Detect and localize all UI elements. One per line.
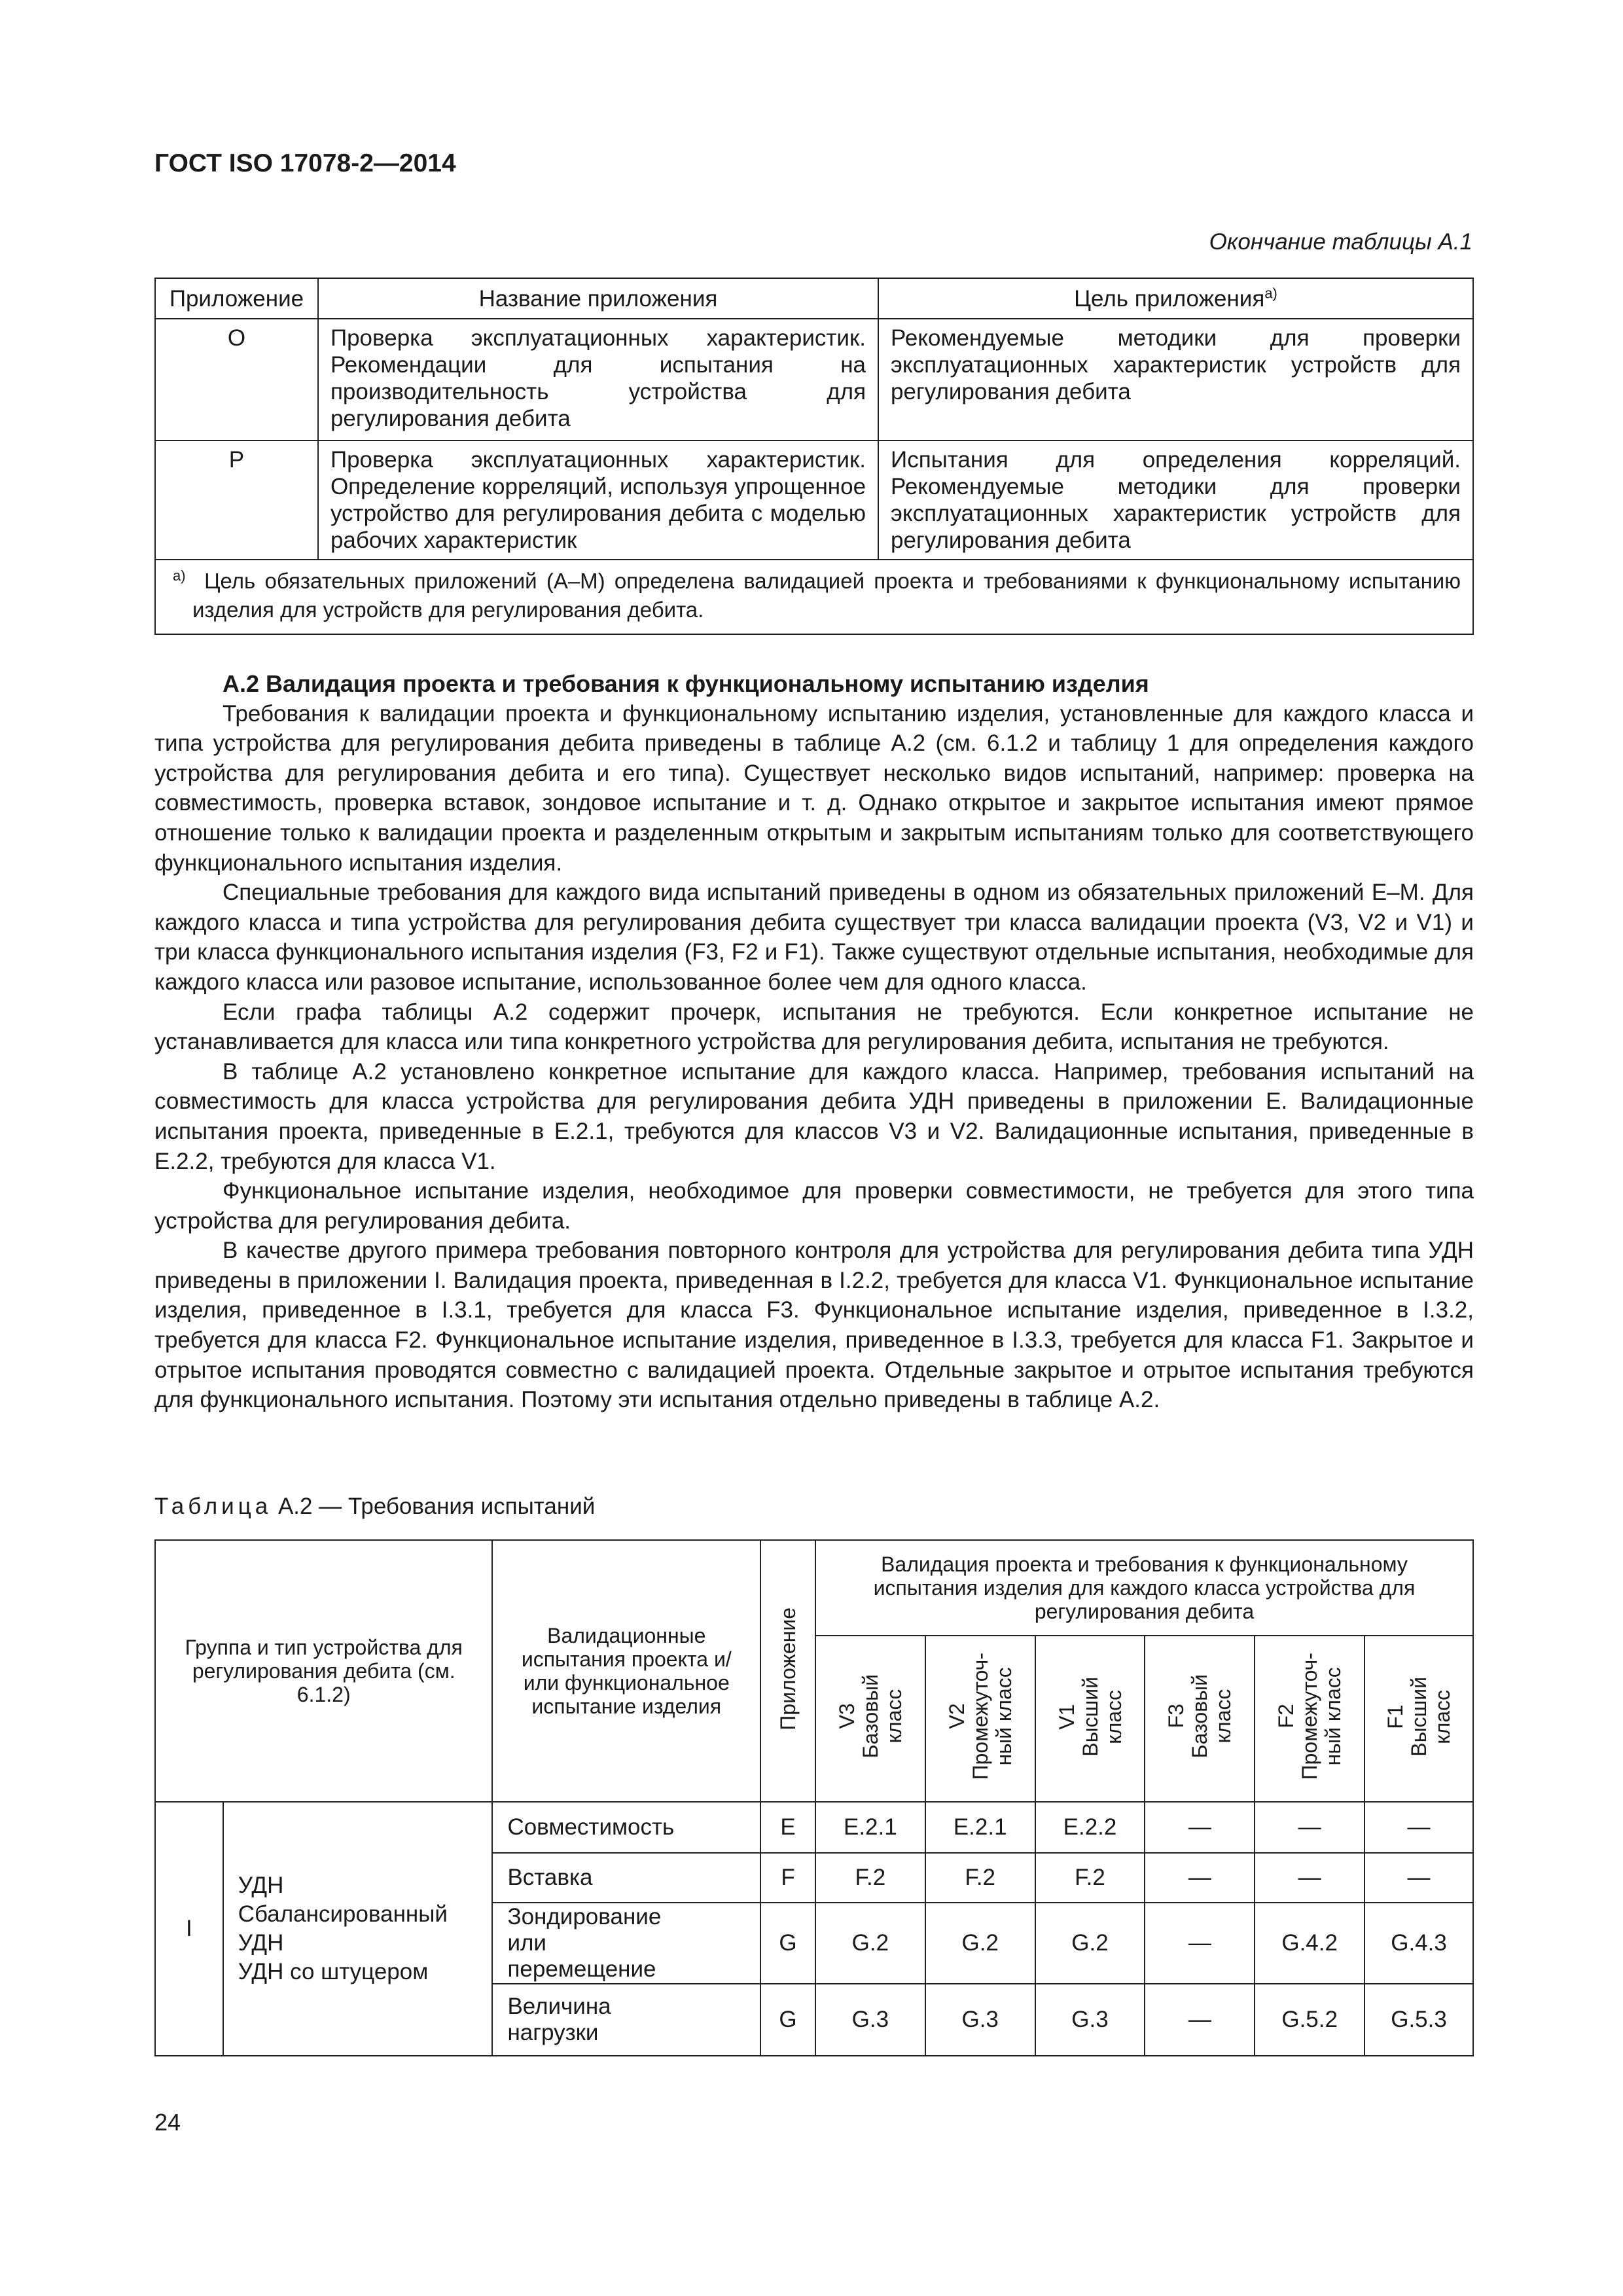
test-name: Совместимость bbox=[492, 1802, 760, 1853]
column-header-annex: Приложение bbox=[760, 1540, 815, 1802]
table-cell: E.2.2 bbox=[1035, 1802, 1145, 1853]
column-header-annex: Приложение bbox=[155, 278, 318, 319]
paragraph: В качестве другого примера требования повторного контроля для устройства для регулирования дебита типа УДН приведены в приложении I. Валидация проекта, приведенная в I.2.2, требуется для класса V1. Функциональное испытание изделия, приведенное в I.3.1, требуется для класса F3. Функциональное испытание изделия, приведенное в I.3.2, требуется для класса F2. Функциональное испытание изделия, приведенное в I.3.3, требуется для класса F1. Закрытое и отрытое испытания проводятся совместно с валидацией проекта. Отдельные закрытое и отрытое испытания требуются для функционального испытания. Поэтому эти испытания отдельно приведены в таблице А.2. bbox=[154, 1238, 1474, 1413]
table-cell: — bbox=[1145, 1802, 1255, 1853]
document-header: ГОСТ ISO 17078-2—2014 bbox=[154, 149, 456, 177]
annex-goal: Рекомендуемые методики для проверки эксплуатационных характеристик устройств для регулирования дебита bbox=[878, 319, 1473, 440]
test-name: Величина нагрузки bbox=[492, 1984, 760, 2056]
table-cell: G.5.2 bbox=[1255, 1984, 1364, 2056]
table-row bbox=[155, 1802, 1473, 1853]
table-cell: G.2 bbox=[1035, 1903, 1145, 1984]
table-cell: G.4.3 bbox=[1364, 1903, 1473, 1984]
annex-name: Проверка эксплуатационных характеристик. Рекомендации для испытания на производительность устройства для регулирования дебита bbox=[318, 319, 878, 440]
table-caption: Таблица А.2 — Требования испытаний bbox=[154, 1494, 596, 1519]
table-cell: G.4.2 bbox=[1255, 1903, 1364, 1984]
table-header-row bbox=[155, 1540, 1473, 1636]
table-cell: G.5.3 bbox=[1364, 1984, 1473, 2056]
table-cell: G.2 bbox=[815, 1903, 925, 1984]
class-header-v1: V1 Высший класс bbox=[1035, 1636, 1145, 1802]
table-cell: G.3 bbox=[925, 1984, 1035, 2056]
class-header-f3: F3 Базовый класс bbox=[1145, 1636, 1255, 1802]
annex-table bbox=[154, 278, 1474, 635]
column-header-goal: Цель приложения$^{a)}$ bbox=[878, 278, 1473, 319]
column-header-group: Группа и тип устройства для регулирования дебита (см. 6.1.2) bbox=[155, 1540, 492, 1802]
annex-code: E bbox=[760, 1802, 815, 1853]
table-row bbox=[155, 440, 1473, 560]
table-row bbox=[155, 319, 1473, 440]
section-body bbox=[154, 669, 1474, 1415]
test-name: Зондирование или перемещение bbox=[492, 1903, 760, 1984]
table-cell: F.2 bbox=[815, 1853, 925, 1903]
table-header-row bbox=[155, 278, 1473, 319]
table-cell: — bbox=[1145, 1853, 1255, 1903]
class-header-v3: V3 Базовый класс bbox=[815, 1636, 925, 1802]
annex-code: F bbox=[760, 1853, 815, 1903]
table-cell: — bbox=[1255, 1802, 1364, 1853]
column-header-classes: Валидация проекта и требования к функциональному испытания изделия для каждого класса устройства для регулирования дебита bbox=[815, 1540, 1473, 1636]
table-cell: G.3 bbox=[815, 1984, 925, 2056]
table-cell: F.2 bbox=[1035, 1853, 1145, 1903]
footnote-mark: a) bbox=[173, 567, 186, 584]
class-header-v2: V2 Промежуточ- ный класс bbox=[925, 1636, 1035, 1802]
paragraph: В таблице А.2 установлено конкретное испытание для каждого класса. Например, требования испытаний на совместимость для класса устройства для регулирования дебита УДН приведены в приложении Е. Валидационные испытания проекта, приведенные в Е.2.1, требуются для классов V3 и V2. Валидационные испытания, приведенные в Е.2.2, требуются для класса V1. bbox=[154, 1058, 1474, 1174]
section-heading: А.2 Валидация проекта и требования к функциональному испытанию изделия bbox=[223, 670, 1149, 697]
table-continuation-caption: Окончание таблицы А.1 bbox=[1209, 229, 1472, 255]
table-cell: — bbox=[1145, 1984, 1255, 2056]
table-cell: — bbox=[1145, 1903, 1255, 1984]
test-name: Вставка bbox=[492, 1853, 760, 1903]
table-footnote-row bbox=[155, 560, 1473, 634]
class-header-f2: F2 Промежуточ- ный класс bbox=[1255, 1636, 1364, 1802]
class-header-f1: F1 Высший класс bbox=[1364, 1636, 1473, 1802]
table-cell: E.2.1 bbox=[815, 1802, 925, 1853]
paragraph: Специальные требования для каждого вида испытаний приведены в одном из обязательных приложений Е–М. Для каждого класса и типа устройства для регулирования дебита существует три класса валидации проекта (V3, V2 и V1) и три класса функционального испытания изделия (F3, F2 и F1). Также существуют отдельные испытания, необходимые для каждого класса или разовое испытание, использованное более чем для одного класса. bbox=[154, 880, 1474, 995]
paragraph: Требования к валидации проекта и функциональному испытанию изделия, установленные для каждого класса и типа устройства для регулирования дебита приведены в таблице А.2 (см. 6.1.2 и таблицу 1 для определения каждого устройства для регулирования дебита и его типа). Существует несколько видов испытаний, например: проверка на совместимость, проверка вставок, зондовое испытание и т. д. Однако открытое и закрытое испытания имеют прямое отношение только к валидации проекта и разделенным открытым и закрытым испытаниям только для соответствующего функционального испытания изделия. bbox=[154, 700, 1474, 876]
footnote-mark: a) bbox=[1264, 284, 1277, 301]
annex-code: P bbox=[155, 440, 318, 560]
column-header-tests: Валидационные испытания проекта и/или функциональное испытание изделия bbox=[492, 1540, 760, 1802]
device-types: УДН Сбалансированный УДН УДН со штуцером bbox=[223, 1802, 493, 2056]
table-cell: F.2 bbox=[925, 1853, 1035, 1903]
annex-goal: Испытания для определения корреляций. Рекомендуемые методики для проверки эксплуатационных характеристик устройств для регулирования дебита bbox=[878, 440, 1473, 560]
table-footnote: $^{a)}$ Цель обязательных приложений (А–М) определена валидацией проекта и требованиями к функциональному испытанию изделия для устройств для регулирования дебита. bbox=[155, 560, 1473, 634]
annex-code: G bbox=[760, 1903, 815, 1984]
table-cell: G.2 bbox=[925, 1903, 1035, 1984]
group-id: I bbox=[155, 1802, 223, 2056]
paragraph: Функциональное испытание изделия, необходимое для проверки совместимости, не требуется для этого типа устройства для регулирования дебита. bbox=[154, 1178, 1474, 1234]
annex-name: Проверка эксплуатационных характеристик. Определение корреляций, используя упрощенное устройство для регулирования дебита с моделью рабочих характеристик bbox=[318, 440, 878, 560]
annex-code: G bbox=[760, 1984, 815, 2056]
page-number: 24 bbox=[154, 2109, 181, 2136]
annex-code: O bbox=[155, 319, 318, 440]
table-cell: G.3 bbox=[1035, 1984, 1145, 2056]
table-cell: — bbox=[1255, 1853, 1364, 1903]
paragraph: Если графа таблицы А.2 содержит прочерк, испытания не требуются. Если конкретное испытание не устанавливается для класса или типа конкретного устройства для регулирования дебита, испытания не требуются. bbox=[154, 999, 1474, 1055]
column-header-name: Название приложения bbox=[318, 278, 878, 319]
test-requirements-table bbox=[154, 1539, 1474, 2056]
table-cell: — bbox=[1364, 1802, 1473, 1853]
table-cell: E.2.1 bbox=[925, 1802, 1035, 1853]
table-cell: — bbox=[1364, 1853, 1473, 1903]
